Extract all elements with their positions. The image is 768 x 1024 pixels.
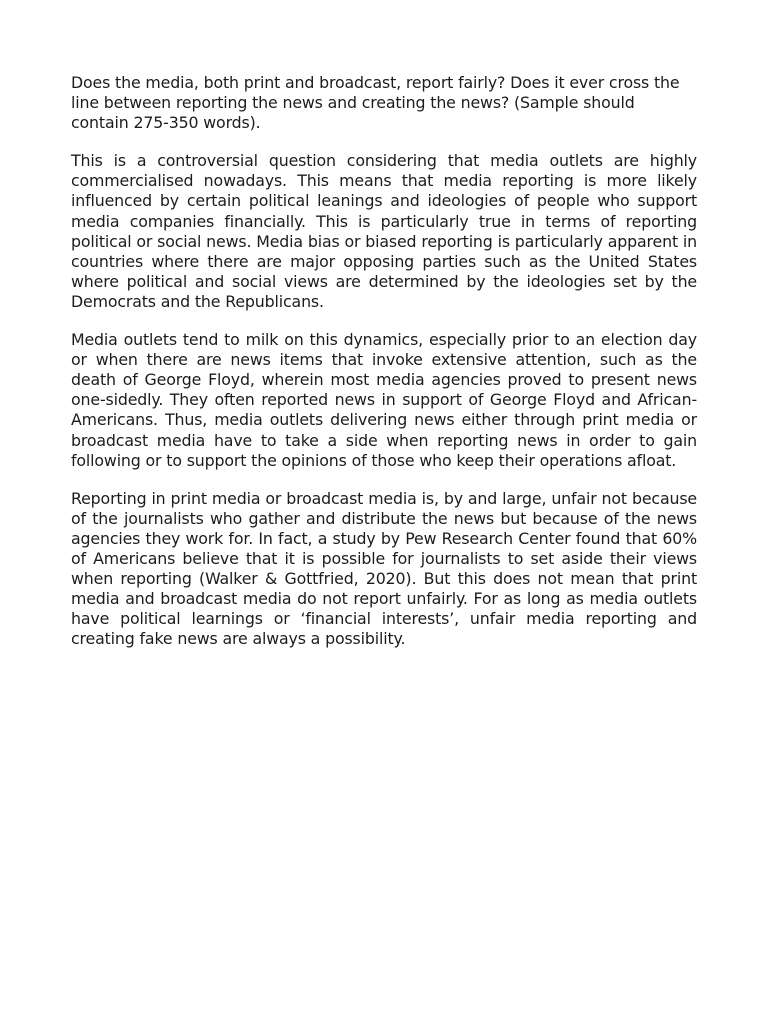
paragraph-2: Media outlets tend to milk on this dynamics, especially prior to an election day or when there are news items that invoke extensive attention, such as the death of George Floyd, wherein most media agencies proved to present news one-sidedly. They often reported news in support of George Floyd and African-Americans. Thus, media outlets delivering news either through print media or broadcast media have to take a side when reporting news in order to gain following or to support the opinions of those who keep their operations afloat. — [71, 330, 697, 470]
document-page — [71, 73, 697, 667]
essay-prompt: Does the media, both print and broadcast, report fairly? Does it ever cross the line between reporting the news and creating the news? (Sample should contain 275-350 words). — [71, 73, 680, 133]
paragraph-3: Reporting in print media or broadcast media is, by and large, unfair not because of the journalists who gather and distribute the news but because of the news agencies they work for. In fact, a study by Pew Research Center found that 60% of Americans believe that it is possible for journalists to set aside their views when reporting (Walker & Gottfried, 2020). But this does not mean that print media and broadcast media do not report unfairly. For as long as media outlets have political learnings or ‘financial interests’, unfair media reporting and creating fake news are always a possibility. — [71, 488, 697, 649]
paragraph-1: This is a controversial question considering that media outlets are highly commercialised nowadays. This means that media reporting is more likely influenced by certain political leanings and ideologies of people who support media companies financially. This is particularly true in terms of reporting political or social news. Media bias or biased reporting is particularly apparent in countries where there are major opposing parties such as the United States where political and social views are determined by the ideologies set by the Democrats and the Republicans. — [71, 151, 697, 311]
